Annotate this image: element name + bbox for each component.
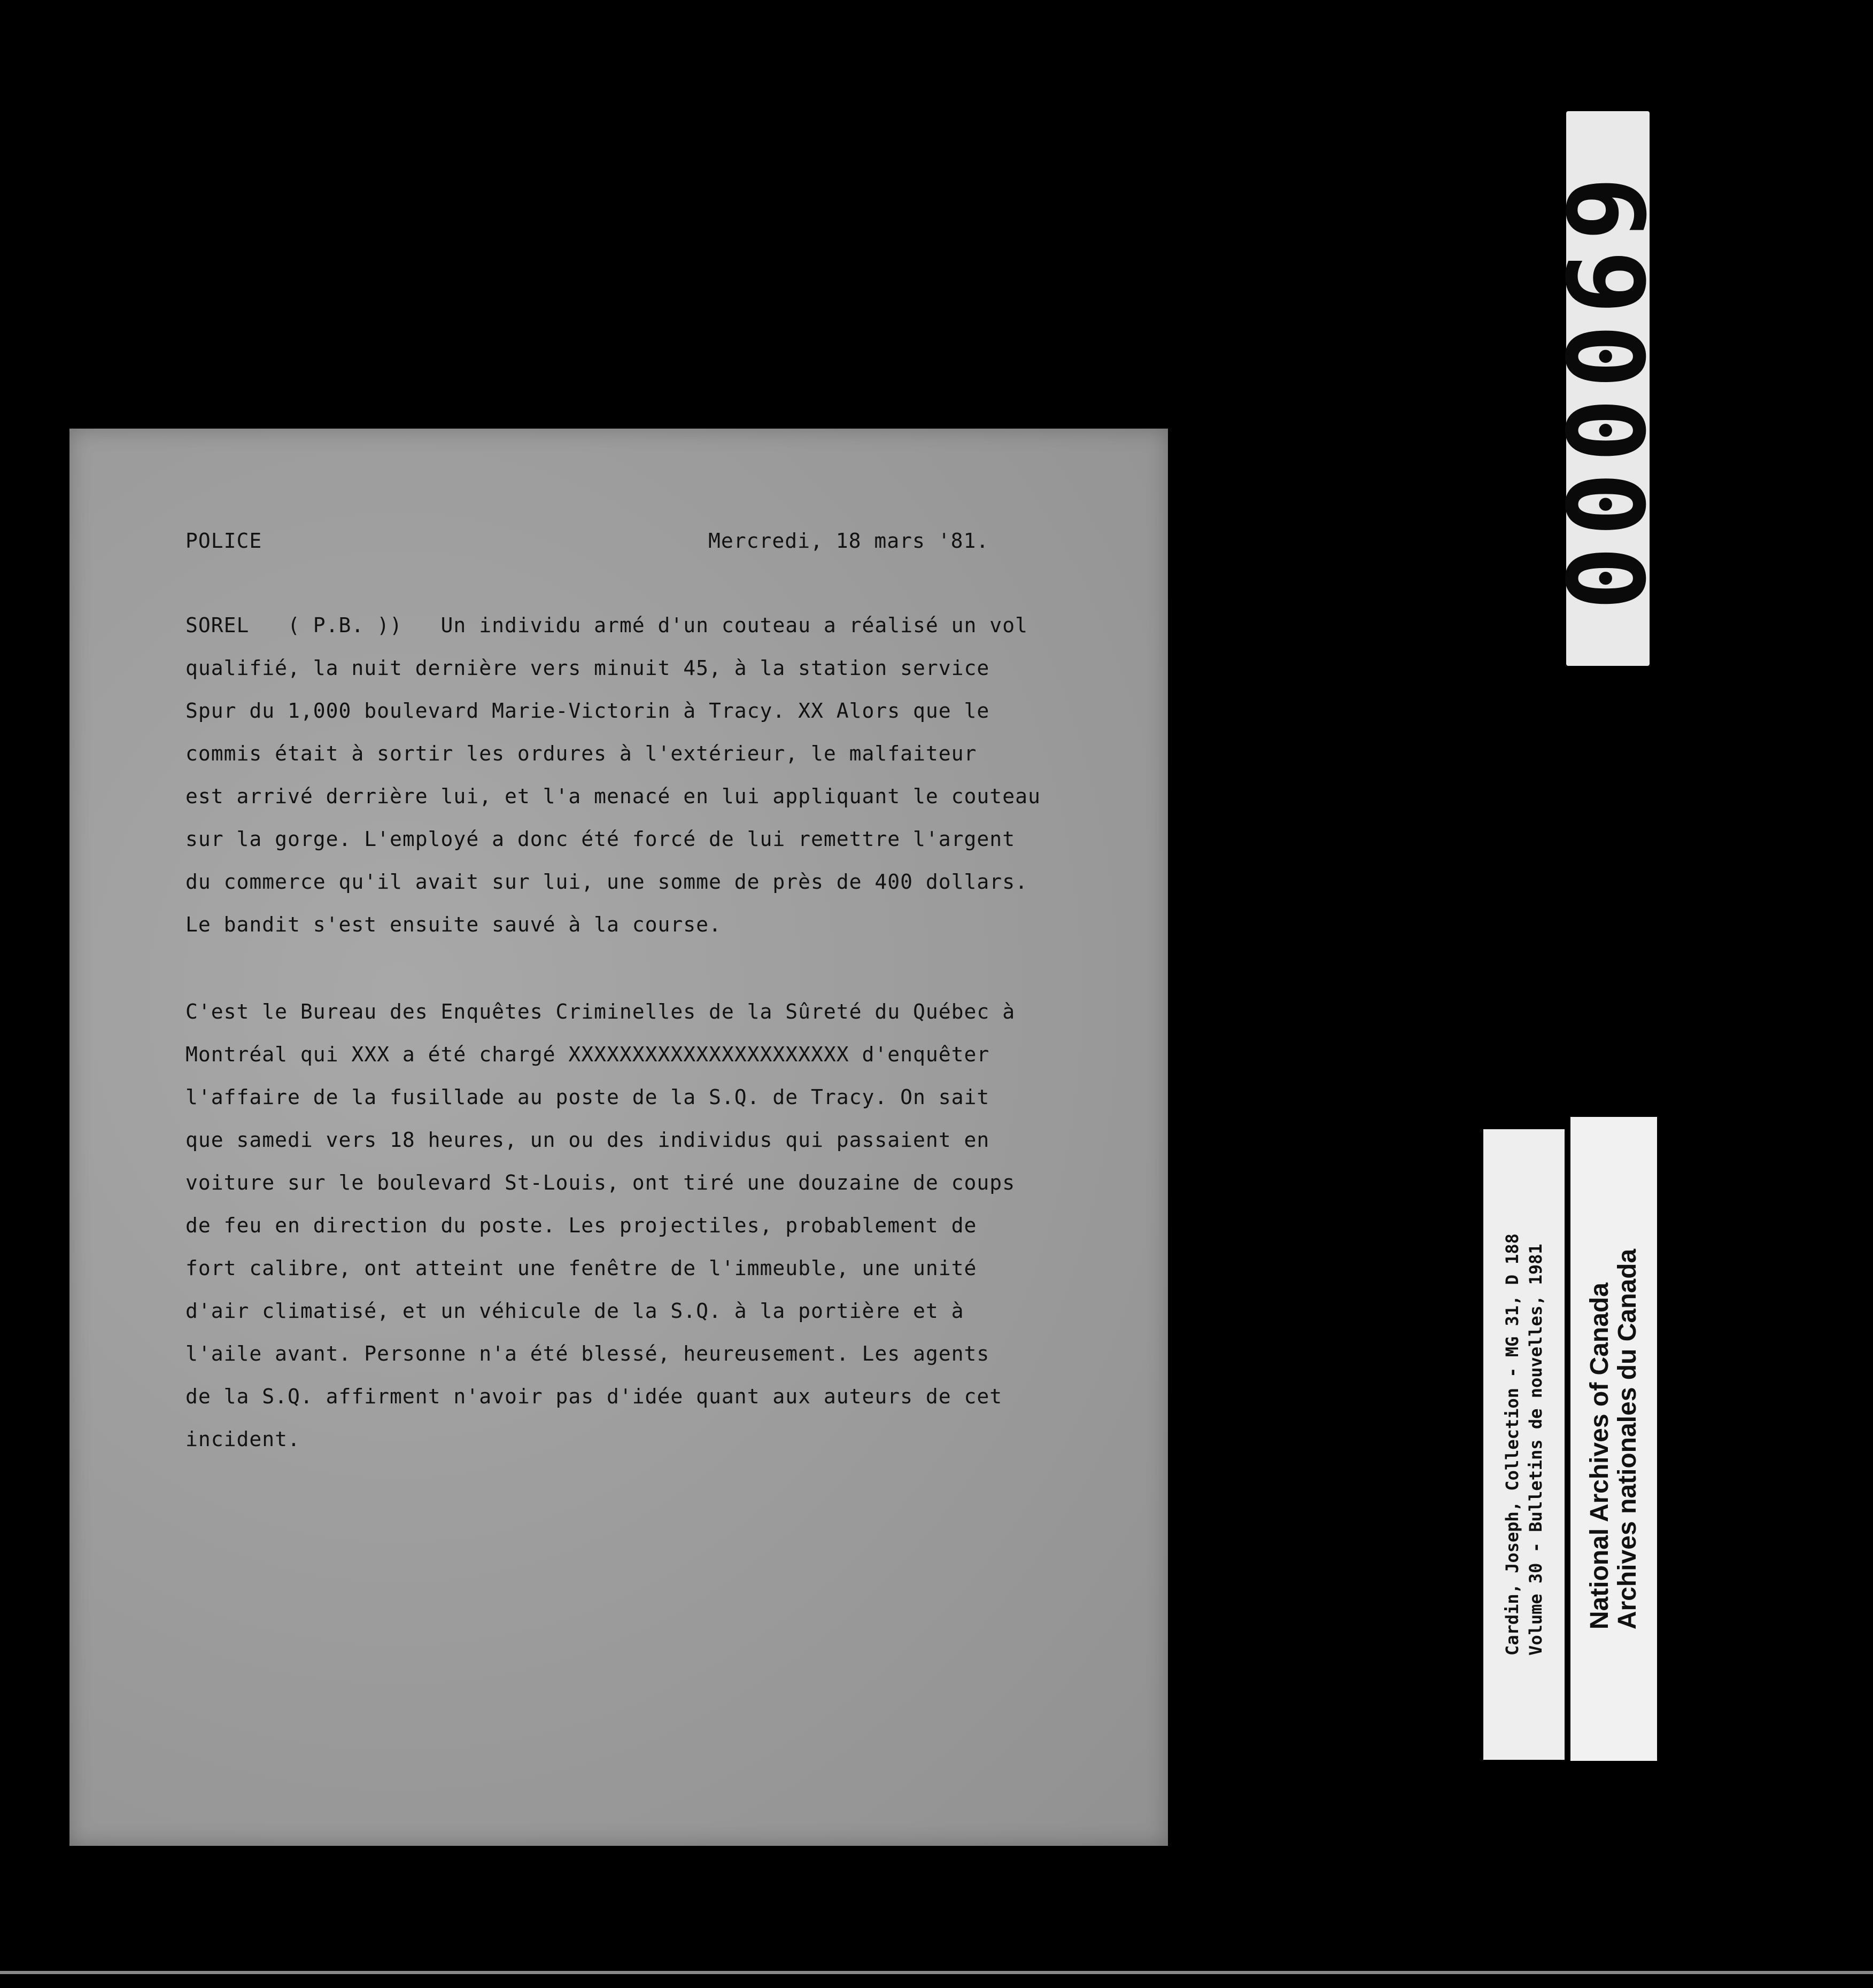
paragraph-line: est arrivé derrière lui, et l'a menacé en lui appliquant le couteau [185,785,1041,808]
paragraph-line: de la S.Q. affirment n'avoir pas d'idée quant aux auteurs de cet [185,1385,1003,1408]
news-paragraph-1 [185,604,1041,946]
paragraph-line: Montréal qui XXX a été chargé XXXXXXXXXXXXXXXXXXXXXX d'enquêter [185,1043,990,1066]
paragraph-line: de feu en direction du poste. Les projectiles, probablement de [185,1214,977,1237]
news-paragraph-2 [185,990,1015,1461]
archives-name [1586,1248,1642,1629]
collection-line-2: Volume 30 - Bulletins de nouvelles, 1981 [1526,1244,1546,1656]
paragraph-line: qualifié, la nuit dernière vers minuit 45, à la station service [185,656,990,680]
paragraph-line: incident. [185,1427,300,1451]
paragraph-line: du commerce qu'il avait sur lui, une somme de près de 400 dollars. [185,870,1028,894]
paragraph-line: d'air climatisé, et un véhicule de la S.Q. à la portière et à [185,1299,964,1323]
archives-card [1570,1117,1657,1761]
paragraph-line: que samedi vers 18 heures, un ou des individus qui passaient en [185,1128,990,1152]
frame-number-label [1545,111,1670,666]
paragraph-line: C'est le Bureau des Enquêtes Criminelles de la Sûreté du Québec à [185,1000,1016,1023]
paragraph-line: SOREL ( P.B. )) Un individu armé d'un couteau a réalisé un vol [185,614,1028,637]
paragraph-line: Le bandit s'est ensuite sauvé à la course. [185,913,722,936]
paragraph-line: Spur du 1,000 boulevard Marie-Victorin à Tracy. XX Alors que le [185,699,990,723]
collection-line-1: Cardin, Joseph, Collection - MG 31, D 188 [1502,1233,1522,1656]
paragraph-line: voiture sur le boulevard St-Louis, ont tiré une douzaine de coups [185,1171,1016,1194]
frame-number: 000069 [1545,166,1670,611]
section-heading: POLICE [185,529,262,553]
collection-card [1483,1129,1565,1760]
document-page [69,429,1168,1846]
paragraph-line: l'affaire de la fusillade au poste de la S.Q. de Tracy. On sait [185,1085,990,1109]
paragraph-line: fort calibre, ont atteint une fenêtre de l'immeuble, une unité [185,1256,977,1280]
paragraph-line: commis était à sortir les ordures à l'extérieur, le malfaiteur [185,742,977,765]
archives-line-2: Archives nationales du Canada [1613,1248,1642,1629]
archives-line-1: National Archives of Canada [1585,1282,1614,1629]
collection-citation [1500,1233,1547,1656]
paragraph-line: l'aile avant. Personne n'a été blessé, heureusement. Les agents [185,1342,990,1365]
film-edge-line [0,1971,1873,1974]
paragraph-line: sur la gorge. L'employé a donc été forcé de lui remettre l'argent [185,827,1016,851]
document-date: Mercredi, 18 mars '81. [708,529,989,553]
